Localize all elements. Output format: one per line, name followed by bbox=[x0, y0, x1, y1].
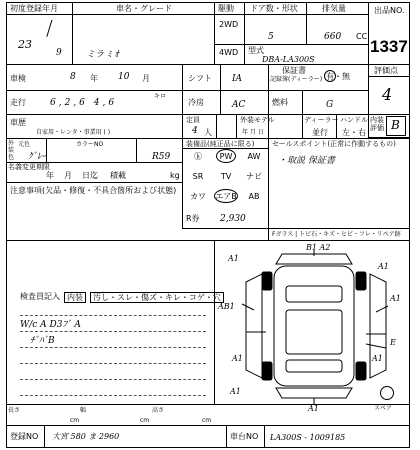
mark: A1 bbox=[228, 254, 239, 263]
note-line bbox=[20, 315, 206, 316]
chassis-label: 車台NO bbox=[230, 432, 259, 441]
col-line bbox=[236, 114, 237, 138]
load-label: 積載 bbox=[110, 171, 126, 180]
col-line bbox=[244, 2, 245, 64]
wheel bbox=[356, 272, 366, 290]
wheel bbox=[262, 362, 272, 380]
col-line bbox=[302, 90, 303, 114]
equip-item: カワ bbox=[190, 192, 206, 201]
note-line bbox=[20, 347, 206, 348]
hw-capacity: 4 bbox=[192, 126, 198, 136]
cm-unit-length: cm bbox=[70, 417, 80, 424]
col-line bbox=[264, 425, 265, 447]
mark: A1 bbox=[372, 354, 383, 363]
door-shape-label: ドア数・形状 bbox=[250, 4, 298, 13]
hw-inspection-year: 8 bbox=[70, 72, 76, 82]
equip-item: AW bbox=[247, 152, 261, 161]
exterior-sub: 年 月 日 bbox=[242, 129, 264, 136]
date-unit-year: 年 bbox=[46, 171, 54, 180]
mark: E bbox=[390, 338, 396, 347]
exhibit-no-label: 出品NO. bbox=[374, 6, 405, 15]
border-left bbox=[6, 2, 7, 448]
hw-month: 9 bbox=[56, 48, 62, 58]
hw-color: ｸﾞﾚｰ bbox=[28, 152, 47, 162]
spare-label: スペア bbox=[374, 405, 393, 412]
height-label: 高さ bbox=[152, 407, 165, 414]
warranty-circle bbox=[324, 70, 336, 82]
equip-item: ⓚ bbox=[194, 152, 202, 161]
auction-sheet bbox=[6, 2, 410, 448]
col-line bbox=[226, 425, 227, 447]
row-line bbox=[6, 90, 368, 91]
rear-label: R券 bbox=[186, 214, 200, 223]
note-line bbox=[20, 331, 206, 332]
mileage-label: 走行 bbox=[10, 98, 26, 107]
length-label: 長さ bbox=[8, 407, 21, 414]
hw-score: 4 bbox=[382, 85, 393, 104]
row-line bbox=[182, 228, 410, 229]
model-label: 型式 bbox=[248, 46, 264, 55]
col-line bbox=[302, 114, 303, 138]
ac-label: 冷房 bbox=[188, 98, 204, 107]
score-label: 評価点 bbox=[374, 66, 398, 75]
warranty-label: 保証書 bbox=[282, 66, 306, 75]
car-left-side bbox=[246, 274, 262, 378]
border-right bbox=[409, 2, 410, 448]
note-line bbox=[20, 363, 206, 364]
drive-4wd: 4WD bbox=[219, 48, 239, 57]
mark: A1 bbox=[390, 294, 401, 303]
drive-2wd: 2WD bbox=[219, 20, 239, 29]
col-line bbox=[182, 64, 183, 138]
col-line bbox=[306, 2, 307, 44]
hw-year: 23 bbox=[18, 38, 32, 51]
displacement-label: 排気量 bbox=[322, 4, 346, 13]
handle-label: ハンドル bbox=[340, 116, 368, 124]
equip-item: PW bbox=[219, 152, 233, 161]
col-line bbox=[220, 64, 221, 114]
color-no-label: カラーNO bbox=[76, 141, 104, 148]
score-line bbox=[368, 76, 410, 77]
hw-shift: IA bbox=[232, 74, 243, 84]
note-line bbox=[20, 379, 206, 380]
col-line bbox=[268, 138, 269, 228]
car-roof bbox=[286, 310, 342, 354]
mark: A1 bbox=[232, 354, 243, 363]
row-line bbox=[6, 114, 410, 115]
exterior-label: 外装モデル bbox=[240, 116, 275, 124]
name-change-label: 名義変更期限 bbox=[8, 163, 50, 171]
shift-label: シフト bbox=[188, 74, 212, 83]
warranty-sub: 記録簿(ディーラー) bbox=[270, 76, 323, 83]
month-unit: 月 bbox=[142, 74, 150, 83]
equip-item: TV bbox=[220, 172, 232, 181]
row-line bbox=[6, 425, 410, 426]
reg-no-label: 登録NO bbox=[10, 432, 39, 441]
handle-options: 左・右 bbox=[342, 128, 366, 137]
usage-options: 自家用・レンタ・事業用 ( ) bbox=[36, 129, 111, 136]
interior-tag: 内装 bbox=[64, 292, 86, 303]
date-unit-day: 日迄 bbox=[82, 171, 98, 180]
col-line bbox=[368, 2, 369, 64]
row-line bbox=[6, 182, 182, 183]
equip-item: エアB bbox=[215, 192, 237, 201]
mark: AB1 bbox=[218, 302, 235, 311]
hw-cc: 660 bbox=[324, 32, 342, 42]
col-line bbox=[268, 228, 269, 240]
col-line bbox=[214, 2, 215, 64]
person-unit: 人 bbox=[204, 128, 212, 137]
inspection-label: 車検 bbox=[10, 74, 26, 83]
hw-door: 5 bbox=[268, 32, 274, 42]
row-line bbox=[6, 404, 410, 405]
cm-unit-width: cm bbox=[140, 417, 150, 424]
km-unit: キロ bbox=[154, 93, 167, 100]
drive-label: 駆動 bbox=[218, 4, 234, 13]
hw-inspection-month: 10 bbox=[118, 72, 130, 82]
border-bottom bbox=[6, 447, 410, 448]
col-line bbox=[72, 2, 73, 64]
car-rear-window bbox=[286, 360, 342, 372]
hw-inspector-line2: ﾁﾞﾊﾞB bbox=[30, 336, 55, 346]
hw-model: DBA-LA300S bbox=[262, 55, 315, 64]
inspector-label: 検査員記入 bbox=[20, 292, 60, 301]
equip-item: SR bbox=[192, 172, 204, 181]
damage-terms: 汚し・スレ・傷ズ・キレ・コゲ・穴 bbox=[90, 292, 224, 303]
row-line bbox=[6, 240, 410, 241]
mark: A1 bbox=[230, 387, 241, 396]
col-line bbox=[44, 425, 45, 447]
col-line bbox=[136, 138, 137, 162]
original-color-label: 元色 bbox=[18, 141, 31, 148]
car-rear-bumper bbox=[276, 388, 352, 398]
exhibit-no: 1337 bbox=[370, 37, 408, 56]
hw-vehicle-name: ミラ ﾐ ｵ bbox=[86, 50, 119, 60]
header-sub-line bbox=[6, 14, 368, 15]
hw-sales-point: ・取説 保証書 bbox=[278, 156, 335, 166]
hw-interior: B bbox=[391, 118, 400, 132]
pw-circle bbox=[216, 149, 236, 163]
wheel bbox=[262, 272, 272, 290]
warranty-options: 有・無 bbox=[326, 72, 350, 81]
note-line bbox=[20, 395, 206, 396]
col-line bbox=[214, 240, 215, 404]
year-unit: 年 bbox=[90, 74, 98, 83]
airbag-circle bbox=[214, 189, 238, 203]
usage-label: 車歴 bbox=[10, 118, 26, 127]
wheel bbox=[356, 362, 366, 380]
equipment-label: 装備品(純正品に限る) bbox=[186, 140, 255, 148]
hw-ac: AC bbox=[232, 100, 246, 110]
interior-label: 内装評価 bbox=[370, 116, 384, 132]
dealer-label: ディーラー bbox=[304, 116, 339, 124]
row-line bbox=[6, 138, 410, 139]
col-line bbox=[268, 64, 269, 138]
header-bottom-line bbox=[6, 64, 410, 65]
hw-rear: 2,930 bbox=[220, 214, 246, 224]
sales-point-label: セールスポイント(正常に作動するもの) bbox=[272, 140, 396, 148]
width-label: 幅 bbox=[80, 407, 87, 414]
capacity-label: 定員 bbox=[186, 116, 200, 124]
border-top bbox=[6, 2, 410, 3]
notes-label: 注意事項(欠品・修復・不具合箇所および状態) bbox=[10, 186, 177, 195]
car-windshield bbox=[286, 286, 342, 302]
equip-item: ナビ bbox=[246, 172, 262, 181]
col-line bbox=[216, 114, 217, 138]
hw-fuel: G bbox=[326, 100, 334, 110]
hw-reg-no: 大宮 580 ま 2960 bbox=[52, 432, 120, 441]
mark-front: B1 A2 bbox=[306, 243, 331, 252]
fuel-label: 燃料 bbox=[272, 98, 288, 107]
date-slash: / bbox=[46, 16, 53, 40]
exterior-color-label: 外装色 bbox=[8, 140, 15, 161]
col-line bbox=[46, 138, 47, 162]
leader-line bbox=[366, 344, 386, 348]
leader-line bbox=[242, 304, 254, 310]
first-registration-label: 初度登録年月 bbox=[10, 4, 58, 13]
hw-inspector-line1: W/c A D3ﾌﾞ A bbox=[20, 320, 81, 330]
hw-mileage: 6,2,6 4,6 bbox=[50, 98, 118, 108]
date-unit-month: 月 bbox=[64, 171, 72, 180]
equip-item: AB bbox=[248, 192, 260, 201]
glass-label: Fガラス | トビ石・キズ・ヒビ・フレ・リペア跡 bbox=[272, 231, 401, 238]
model-row-line bbox=[214, 44, 368, 45]
spare-tire-icon bbox=[380, 386, 394, 400]
hw-color-no: R59 bbox=[152, 152, 171, 162]
mark: A1 bbox=[378, 262, 389, 271]
mark-rear: A1 bbox=[308, 404, 319, 413]
vehicle-grade-label: 車名・グレード bbox=[116, 4, 172, 13]
kg-unit: kg bbox=[170, 171, 180, 180]
dealer-sub: 並行 bbox=[312, 128, 328, 137]
hw-chassis: LA300S - 1009185 bbox=[270, 433, 346, 442]
cc-unit: CC bbox=[356, 32, 368, 41]
cm-unit-height: cm bbox=[202, 417, 212, 424]
col-line bbox=[182, 138, 183, 228]
